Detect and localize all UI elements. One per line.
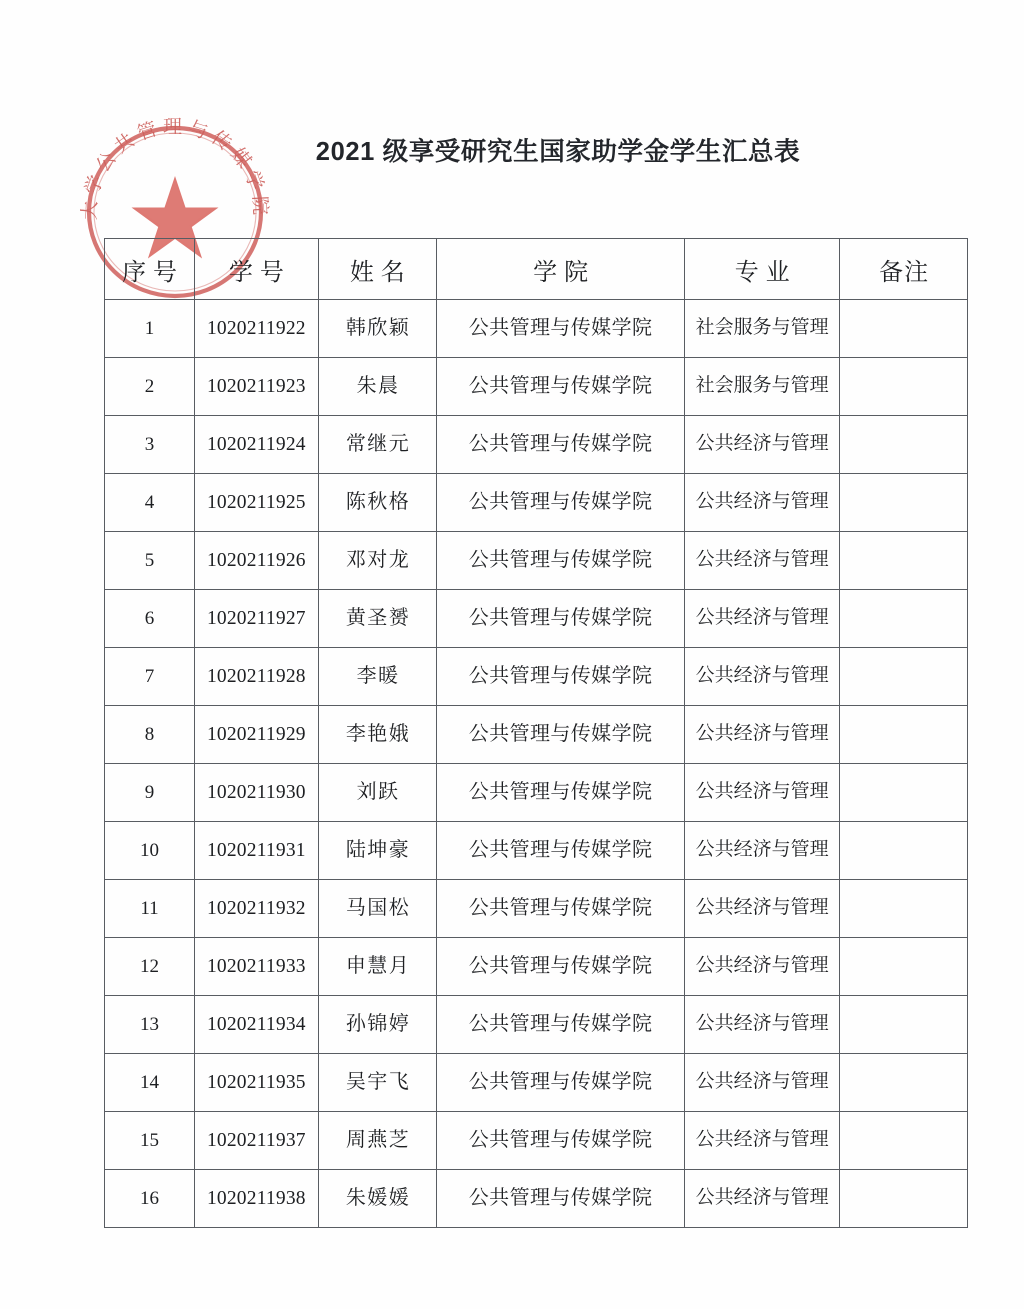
cell-note: [840, 880, 968, 938]
cell-major: 社会服务与管理: [685, 358, 840, 416]
cell-index: 7: [105, 648, 195, 706]
cell-college: 公共管理与传媒学院: [436, 1170, 684, 1228]
cell-note: [840, 532, 968, 590]
cell-student-id: 1020211934: [195, 996, 319, 1054]
cell-major: 公共经济与管理: [685, 822, 840, 880]
cell-major: 公共经济与管理: [685, 880, 840, 938]
seal-arc-text: 大学公共管理与传媒学院: [79, 117, 271, 221]
table-row: [105, 590, 968, 648]
cell-index: 11: [105, 880, 195, 938]
cell-student-id: 1020211926: [195, 532, 319, 590]
cell-student-id: 1020211924: [195, 416, 319, 474]
cell-college: 公共管理与传媒学院: [436, 938, 684, 996]
cell-index: 16: [105, 1170, 195, 1228]
cell-note: [840, 416, 968, 474]
column-header-major: 专业: [685, 239, 840, 300]
cell-major: 公共经济与管理: [685, 532, 840, 590]
column-header-name: 姓名: [318, 239, 436, 300]
cell-student-id: 1020211925: [195, 474, 319, 532]
table-row: [105, 1112, 968, 1170]
cell-note: [840, 822, 968, 880]
student-roster-table: [104, 238, 968, 1228]
table-row: [105, 532, 968, 590]
cell-college: 公共管理与传媒学院: [436, 822, 684, 880]
table-row: [105, 996, 968, 1054]
table-row: [105, 880, 968, 938]
table-row: [105, 474, 968, 532]
cell-student-id: 1020211932: [195, 880, 319, 938]
cell-name: 申慧月: [318, 938, 436, 996]
cell-index: 8: [105, 706, 195, 764]
cell-index: 14: [105, 1054, 195, 1112]
cell-student-id: 1020211938: [195, 1170, 319, 1228]
table-row: [105, 416, 968, 474]
cell-note: [840, 358, 968, 416]
cell-index: 2: [105, 358, 195, 416]
cell-college: 公共管理与传媒学院: [436, 358, 684, 416]
table-row: [105, 300, 968, 358]
cell-college: 公共管理与传媒学院: [436, 300, 684, 358]
column-header-college: 学院: [436, 239, 684, 300]
cell-student-id: 1020211931: [195, 822, 319, 880]
cell-index: 4: [105, 474, 195, 532]
cell-college: 公共管理与传媒学院: [436, 880, 684, 938]
cell-major: 公共经济与管理: [685, 648, 840, 706]
cell-name: 李暖: [318, 648, 436, 706]
cell-name: 常继元: [318, 416, 436, 474]
cell-name: 马国松: [318, 880, 436, 938]
cell-name: 朱媛媛: [318, 1170, 436, 1228]
cell-note: [840, 764, 968, 822]
cell-note: [840, 996, 968, 1054]
cell-college: 公共管理与传媒学院: [436, 996, 684, 1054]
cell-major: 公共经济与管理: [685, 706, 840, 764]
cell-note: [840, 1170, 968, 1228]
cell-student-id: 1020211929: [195, 706, 319, 764]
cell-note: [840, 590, 968, 648]
cell-index: 13: [105, 996, 195, 1054]
cell-index: 9: [105, 764, 195, 822]
cell-name: 韩欣颖: [318, 300, 436, 358]
cell-student-id: 1020211928: [195, 648, 319, 706]
cell-college: 公共管理与传媒学院: [436, 474, 684, 532]
cell-note: [840, 1112, 968, 1170]
page-title: 2021 级享受研究生国家助学金学生汇总表: [315, 138, 801, 166]
cell-college: 公共管理与传媒学院: [436, 416, 684, 474]
cell-major: 公共经济与管理: [685, 416, 840, 474]
cell-major: 公共经济与管理: [685, 590, 840, 648]
cell-student-id: 1020211937: [195, 1112, 319, 1170]
cell-note: [840, 648, 968, 706]
table-row: [105, 358, 968, 416]
cell-major: 公共经济与管理: [685, 938, 840, 996]
cell-major: 公共经济与管理: [685, 474, 840, 532]
cell-name: 吴宇飞: [318, 1054, 436, 1112]
table-row: [105, 764, 968, 822]
column-header-note: 备注: [840, 239, 968, 300]
table-header-row: [105, 239, 968, 300]
cell-major: 公共经济与管理: [685, 764, 840, 822]
cell-note: [840, 938, 968, 996]
cell-college: 公共管理与传媒学院: [436, 1112, 684, 1170]
table-row: [105, 1170, 968, 1228]
cell-college: 公共管理与传媒学院: [436, 764, 684, 822]
cell-note: [840, 1054, 968, 1112]
cell-name: 陆坤豪: [318, 822, 436, 880]
cell-major: 公共经济与管理: [685, 1112, 840, 1170]
cell-index: 3: [105, 416, 195, 474]
table-row: [105, 648, 968, 706]
cell-name: 黄圣赟: [318, 590, 436, 648]
column-header-index: 序号: [105, 239, 195, 300]
cell-student-id: 1020211922: [195, 300, 319, 358]
cell-note: [840, 474, 968, 532]
roster-table-container: [104, 238, 968, 1228]
cell-student-id: 1020211935: [195, 1054, 319, 1112]
cell-college: 公共管理与传媒学院: [436, 590, 684, 648]
cell-name: 陈秋格: [318, 474, 436, 532]
cell-index: 10: [105, 822, 195, 880]
cell-index: 15: [105, 1112, 195, 1170]
cell-major: 公共经济与管理: [685, 1170, 840, 1228]
cell-index: 1: [105, 300, 195, 358]
cell-index: 12: [105, 938, 195, 996]
table-header: [105, 239, 968, 300]
table-row: [105, 938, 968, 996]
cell-index: 6: [105, 590, 195, 648]
column-header-student-id: 学号: [195, 239, 319, 300]
table-body: [105, 300, 968, 1228]
cell-note: [840, 300, 968, 358]
cell-college: 公共管理与传媒学院: [436, 1054, 684, 1112]
cell-college: 公共管理与传媒学院: [436, 648, 684, 706]
cell-name: 周燕芝: [318, 1112, 436, 1170]
cell-student-id: 1020211927: [195, 590, 319, 648]
cell-index: 5: [105, 532, 195, 590]
cell-note: [840, 706, 968, 764]
cell-name: 李艳娥: [318, 706, 436, 764]
cell-college: 公共管理与传媒学院: [436, 532, 684, 590]
cell-name: 刘跃: [318, 764, 436, 822]
cell-major: 公共经济与管理: [685, 1054, 840, 1112]
table-row: [105, 822, 968, 880]
cell-student-id: 1020211923: [195, 358, 319, 416]
cell-name: 朱晨: [318, 358, 436, 416]
cell-major: 社会服务与管理: [685, 300, 840, 358]
cell-major: 公共经济与管理: [685, 996, 840, 1054]
table-row: [105, 1054, 968, 1112]
cell-student-id: 1020211933: [195, 938, 319, 996]
cell-name: 邓对龙: [318, 532, 436, 590]
table-row: [105, 706, 968, 764]
cell-college: 公共管理与传媒学院: [436, 706, 684, 764]
cell-name: 孙锦婷: [318, 996, 436, 1054]
cell-student-id: 1020211930: [195, 764, 319, 822]
